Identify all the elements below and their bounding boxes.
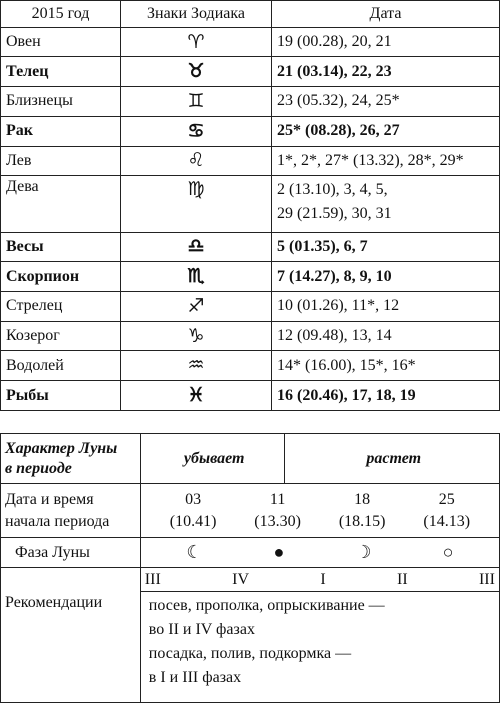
- zodiac-row-libra: [1, 232, 500, 262]
- quarters-row: [1, 568, 500, 592]
- zodiac-row-cancer: [1, 116, 500, 146]
- sign-dates: 12 (09.48), 13, 14: [272, 321, 500, 351]
- period-date: 11: [269, 490, 286, 508]
- sign-name: Рыбы: [1, 381, 121, 411]
- character-label-line: Характер Луны: [5, 439, 118, 457]
- sign-dates: 23 (05.32), 24, 25*: [272, 87, 500, 117]
- sign-dates: 1*, 2*, 27* (13.32), 28*, 29*: [272, 146, 500, 176]
- sign-name: Лев: [1, 146, 121, 176]
- recommendation-line: посев, прополка, опрыскивание —: [148, 597, 385, 614]
- zodiac-row-pisces: [1, 381, 500, 411]
- zodiac-row-gemini: [1, 87, 500, 117]
- zodiac-row-sagittarius: [1, 292, 500, 322]
- character-label: [1, 434, 141, 484]
- quarter-label: III: [478, 570, 495, 588]
- quarter-label: IV: [232, 570, 249, 588]
- recommendation-line: в I и III фазах: [148, 669, 242, 686]
- header-year: 2015 год: [1, 1, 121, 28]
- quarter-label: III: [144, 570, 161, 588]
- full-moon-icon: ○: [442, 542, 454, 562]
- period-item: [339, 489, 386, 533]
- character-label-line: в периоде: [5, 459, 72, 477]
- sign-dates: 21 (03.14), 22, 23: [272, 57, 500, 87]
- phase-row: [1, 538, 500, 568]
- recommendations-text: [140, 592, 499, 703]
- header-sign: Знаки Зодиака: [121, 1, 272, 28]
- period-item: [170, 489, 217, 533]
- cancer-icon: ♋︎: [121, 116, 272, 146]
- waning-label: убывает: [140, 434, 284, 484]
- waxing-label: растет: [284, 434, 499, 484]
- taurus-icon: ♉︎: [121, 57, 272, 87]
- sign-name: Близнецы: [1, 87, 121, 117]
- sign-dates: 19 (00.28), 20, 21: [272, 27, 500, 57]
- date-line: 29 (21.59), 30, 31: [277, 205, 392, 223]
- sign-name: Телец: [1, 57, 121, 87]
- zodiac-row-aries: [1, 27, 500, 57]
- period-date: 25: [438, 490, 455, 508]
- leo-icon: ♌︎: [121, 146, 272, 176]
- period-dates: [140, 484, 499, 538]
- virgo-icon: ♍︎: [121, 176, 272, 232]
- period-time: (14.13): [423, 512, 471, 530]
- period-item: [254, 489, 301, 533]
- aquarius-icon: ♒︎: [121, 351, 272, 381]
- header-date: Дата: [272, 1, 500, 28]
- zodiac-header-row: [1, 1, 500, 28]
- period-item: [423, 489, 470, 533]
- sign-dates: 10 (01.26), 11*, 12: [272, 292, 500, 322]
- period-time: (10.41): [169, 512, 217, 530]
- zodiac-row-capricorn: [1, 321, 500, 351]
- quarter-labels: [140, 568, 499, 592]
- quarter-label: I: [320, 570, 326, 588]
- period-time: (13.30): [254, 512, 301, 530]
- capricorn-icon: ♑︎: [121, 321, 272, 351]
- moon-character-row: [1, 434, 500, 484]
- quarter-label: II: [396, 570, 408, 588]
- period-date: 03: [185, 490, 202, 508]
- sign-dates: 7 (14.27), 8, 9, 10: [272, 262, 500, 292]
- pisces-icon: ♓︎: [121, 381, 272, 411]
- zodiac-row-taurus: [1, 57, 500, 87]
- sagittarius-icon: ♐︎: [121, 292, 272, 322]
- new-moon-icon: ●: [273, 542, 285, 562]
- scorpio-icon: ♏︎: [121, 262, 272, 292]
- period-time: (18.15): [338, 512, 386, 530]
- waning-crescent-moon-icon: ☾: [186, 542, 203, 562]
- aries-icon: ♈︎: [121, 27, 272, 57]
- moon-phase-table: [0, 433, 500, 703]
- gemini-icon: ♊︎: [121, 87, 272, 117]
- phase-label: Фаза Луны: [1, 538, 141, 568]
- recommendation-line: во II и IV фазах: [148, 621, 255, 638]
- sign-name: Скорпион: [1, 262, 121, 292]
- recommendation-line: посадка, полив, подкормка —: [148, 645, 352, 662]
- recommendations-row: [1, 592, 500, 703]
- datetime-label-line: Дата и время: [5, 490, 94, 508]
- sign-name: Весы: [1, 232, 121, 262]
- datetime-label: [1, 484, 141, 538]
- sign-name: Козерог: [1, 321, 121, 351]
- zodiac-row-scorpio: [1, 262, 500, 292]
- datetime-label-line: начала периода: [5, 512, 110, 530]
- phase-symbols: [140, 538, 499, 568]
- sign-name: Стрелец: [1, 292, 121, 322]
- sign-dates: [272, 176, 500, 232]
- sign-name: Рак: [1, 116, 121, 146]
- sign-dates: 16 (20.46), 17, 18, 19: [272, 381, 500, 411]
- libra-icon: ♎︎: [121, 232, 272, 262]
- date-line: 2 (13.10), 3, 4, 5,: [277, 181, 388, 199]
- zodiac-row-leo: [1, 146, 500, 176]
- zodiac-row-aquarius: [1, 351, 500, 381]
- zodiac-row-virgo: [1, 176, 500, 232]
- sign-dates: 5 (01.35), 6, 7: [272, 232, 500, 262]
- period-date: 18: [354, 490, 371, 508]
- sign-name: Овен: [1, 27, 121, 57]
- sign-name: Водолей: [1, 351, 121, 381]
- sign-name: Дева: [1, 176, 121, 232]
- sign-dates: 25* (08.28), 26, 27: [272, 116, 500, 146]
- period-start-row: [1, 484, 500, 538]
- waxing-crescent-moon-icon: ☽: [355, 542, 372, 562]
- sign-dates: 14* (16.00), 15*, 16*: [272, 351, 500, 381]
- recommendations-label: Рекомендации: [1, 592, 141, 703]
- quarters-spacer: [1, 568, 141, 592]
